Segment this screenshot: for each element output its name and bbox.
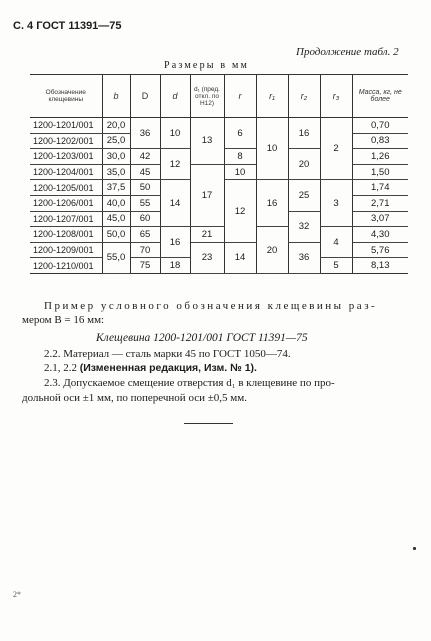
r-cell: 14 (224, 242, 256, 273)
mass-cell: 0,83 (352, 133, 408, 149)
section-divider (184, 423, 233, 424)
r2-cell: 16 (288, 118, 320, 149)
b-cell: 45,0 (102, 211, 130, 227)
example-heading: Пример условного обозначения клещевины раз- (44, 300, 378, 312)
designation-cell: 1200-1210/001 (30, 258, 102, 274)
table-row (30, 164, 408, 180)
d-cell: 10 (160, 118, 190, 149)
table-row (30, 118, 408, 134)
D-cell: 50 (130, 180, 160, 196)
b-cell: 55,0 (102, 242, 130, 273)
r-cell: 6 (224, 118, 256, 149)
designation-cell: 1200-1208/001 (30, 227, 102, 243)
mass-cell: 8,13 (352, 258, 408, 274)
clause-amendment-number: 2.1, 2.2 (44, 362, 77, 374)
header-D: D (130, 75, 160, 118)
D-cell: 65 (130, 227, 160, 243)
b-cell: 50,0 (102, 227, 130, 243)
header-designation: Обозначение клещевины (30, 75, 102, 118)
example-heading-cont: мером B = 16 мм: (22, 314, 105, 326)
designation-cell: 1200-1209/001 (30, 242, 102, 258)
r3-cell: 2 (320, 118, 352, 180)
D-cell: 75 (130, 258, 160, 274)
mass-cell: 1,50 (352, 164, 408, 180)
D-cell: 45 (130, 164, 160, 180)
designation-cell: 1200-1207/001 (30, 211, 102, 227)
d1-cell: 17 (190, 164, 224, 226)
table-row (30, 242, 408, 258)
D-cell: 55 (130, 195, 160, 211)
r1-cell: 16 (256, 180, 288, 227)
header-r3: r₃ (320, 75, 352, 118)
b-cell: 35,0 (102, 164, 130, 180)
table-caption: Размеры в мм (164, 60, 250, 71)
r1-cell: 20 (256, 227, 288, 274)
page-header: С. 4 ГОСТ 11391—75 (13, 20, 122, 32)
b-cell: 20,0 (102, 118, 130, 134)
mass-cell: 3,07 (352, 211, 408, 227)
r-cell: 12 (224, 180, 256, 242)
r1-cell: 10 (256, 118, 288, 180)
clause-amendment (44, 362, 257, 374)
d1-cell: 13 (190, 118, 224, 165)
designation-cell: 1200-1202/001 (30, 133, 102, 149)
example-designation: Клещевина 1200-1201/001 ГОСТ 11391—75 (96, 332, 308, 344)
r-cell: 8 (224, 149, 256, 165)
clause-2-2: 2.2. Материал — сталь марки 45 по ГОСТ 1050—74. (44, 348, 291, 360)
mass-cell: 0,70 (352, 118, 408, 134)
b-cell: 40,0 (102, 195, 130, 211)
D-cell: 60 (130, 211, 160, 227)
d-cell: 16 (160, 227, 190, 258)
designation-cell: 1200-1201/001 (30, 118, 102, 134)
r2-cell: 20 (288, 149, 320, 180)
d-cell: 12 (160, 149, 190, 180)
r3-cell: 5 (320, 258, 352, 274)
header-d1: d₁ (пред. откл. по H12) (190, 75, 224, 118)
table-header-row (30, 75, 408, 118)
designation-cell: 1200-1206/001 (30, 195, 102, 211)
r2-cell: 36 (288, 242, 320, 273)
continuation-label: Продолжение табл. 2 (296, 46, 399, 58)
D-cell: 42 (130, 149, 160, 165)
designation-cell: 1200-1204/001 (30, 164, 102, 180)
r2-cell: 32 (288, 211, 320, 242)
b-cell: 37,5 (102, 180, 130, 196)
mass-cell: 5,76 (352, 242, 408, 258)
d-cell: 14 (160, 180, 190, 227)
page-footer-mark: 2* (13, 590, 21, 599)
clause-2-3: 2.3. Допускаемое смещение отверстия d₁ в клещевине по про- (44, 377, 335, 389)
header-b: b (102, 75, 130, 118)
r-cell: 10 (224, 164, 256, 180)
header-r: r (224, 75, 256, 118)
mass-cell: 4,30 (352, 227, 408, 243)
table-row (30, 227, 408, 243)
b-cell: 30,0 (102, 149, 130, 165)
d-cell: 18 (160, 258, 190, 274)
header-r2: r₂ (288, 75, 320, 118)
r3-cell: 3 (320, 180, 352, 227)
header-r1: r₁ (256, 75, 288, 118)
header-d: d (160, 75, 190, 118)
d1-cell: 23 (190, 242, 224, 273)
r2-cell: 25 (288, 180, 320, 211)
clause-amendment-text: (Измененная редакция, Изм. № 1). (79, 362, 257, 374)
mass-cell: 2,71 (352, 195, 408, 211)
dimensions-table (30, 74, 408, 274)
mass-cell: 1,26 (352, 149, 408, 165)
D-cell: 70 (130, 242, 160, 258)
D-cell: 36 (130, 118, 160, 149)
r3-cell: 4 (320, 227, 352, 258)
designation-cell: 1200-1203/001 (30, 149, 102, 165)
b-cell: 25,0 (102, 133, 130, 149)
clause-2-3-cont: дольной оси ±1 мм, по поперечной оси ±0,5 мм. (22, 392, 247, 404)
d1-cell: 21 (190, 227, 224, 243)
mass-cell: 1,74 (352, 180, 408, 196)
header-mass: Масса, кг, не более (352, 75, 408, 118)
margin-mark (413, 547, 416, 550)
designation-cell: 1200-1205/001 (30, 180, 102, 196)
